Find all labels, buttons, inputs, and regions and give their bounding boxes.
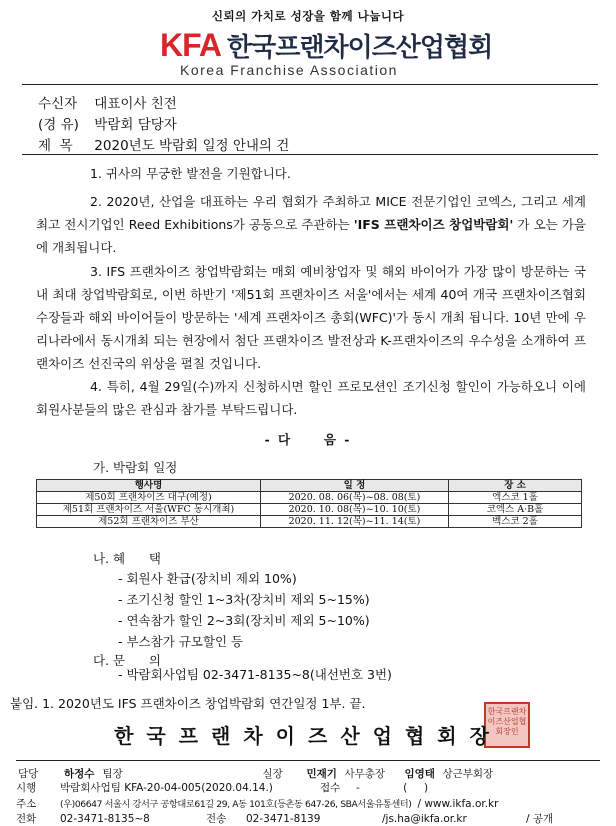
subject-value: 2020년도 박람회 일정 안내의 건 [94,138,290,154]
footer-name: 임영태 [404,768,435,780]
table-cell: 제51회 프랜차이즈 서울(WFC 동시개최) [37,504,261,516]
table-header-row [37,480,582,492]
table-cell: 코엑스 A·B홀 [449,504,582,516]
footer-email: /js.ha@ikfa.or.kr [382,813,467,825]
header-divider [22,84,598,85]
footer-name: 하정수 [64,768,95,780]
meta-divider [22,154,598,155]
table-cell: 2020. 11. 12(목)~11. 14(토) [261,516,449,528]
footer-row-contact [16,811,553,826]
footer-value: 박람회사업팀 KFA-20-04-005(2020.04.14.) [60,782,273,794]
table-cell: 벡스코 2홀 [449,516,582,528]
footer-address: (우)06647 서울시 강서구 공항대로61길 29, A동 101호(등촌동 647-26, SBA서울유통센터) [60,799,412,810]
footer-label: 담당 [18,768,39,780]
table-header: 장 소 [449,480,582,492]
schedule-table [36,479,582,528]
logo-english-text: Korea Franchise Association [180,62,398,78]
attachment-line: 붙임. 1. 2020년도 IFS 프랜차이즈 창업박람회 연간일정 1부. 끝. [10,696,366,711]
footer-label: 전화 [16,813,37,825]
footer-label: 주소 [16,798,37,810]
footer-label: 시행 [16,782,37,794]
table-cell: 엑스코 1홀 [449,492,582,504]
section-b-title: 나. 혜 택 [93,551,162,566]
footer-fax: 02-3471-8139 [246,813,321,825]
footer-row-address [16,796,498,811]
via-value: 박람회 담당자 [94,117,177,133]
footer-phone: 02-3471-8135~8 [60,813,150,825]
section-c-title: 다. 문 의 [93,653,162,668]
table-cell: 제52회 프랜차이즈 부산 [37,516,261,528]
footer-value: - ( ) [356,782,429,794]
recipient-line [38,92,177,112]
footer-website: / www.ikfa.or.kr [417,798,499,810]
paragraph-4: 4. 특히, 4월 29일(수)까지 신청하시면 할인 프로모션인 조기신청 할인이 가능하오니 이에 회원사분들의 많은 관심과 참가를 부탁드립니다. [36,379,586,417]
footer-label: 접수 [320,782,341,794]
paragraph-3: 3. IFS 프랜차이즈 창업박람회는 매회 예비창업자 및 해외 바이어가 가장 많이 방문하는 국내 최대 창업박람회로, 이번 하반기 '제51회 프랜차이즈 서울'에서는 세계 40여 개국 프랜차이즈협회 수장들과 해외 바이어들이 방문하는 '세계 프랜차이즈 총회(WFC)'가 동시 개최 됩니다. 10년 만에 우리나라에서 동시개최 되는 현장에서 첨단 프랜차이즈 발전상과 K-프랜차이즈의 우수성을 소개하여 프랜차이즈 선진국의 위상을 펼칠 것입니다. [36,264,586,371]
seal-text: 한국프랜차이즈산업협회장인 [487,707,527,736]
slogan: 신뢰의 가치로 성장을 함께 나눕니다 [211,9,405,23]
table-cell: 2020. 08. 06(목)~08. 08(토) [261,492,449,504]
table-header: 일 정 [261,480,449,492]
table-cell: 제50회 프랜차이즈 대구(예정) [37,492,261,504]
via-line [38,113,177,133]
footer-row-staff [18,766,493,781]
paragraph-1: 1. 귀사의 무궁한 발전을 기원합니다. [90,166,291,181]
organization-name: 한국프랜차이즈산업협회장 [114,724,502,748]
via-label: (경 유) [38,117,79,133]
kfa-logo [160,26,492,64]
table-row [37,516,582,528]
logo-korean-text: 한국프랜차이즈산업협회 [227,32,493,63]
subject-line [38,134,289,154]
table-row [37,492,582,504]
list-item: - 부스참가 규모할인 등 [118,634,244,649]
subject-label: 제 목 [38,138,73,154]
footer-title: 상근부회장 [442,768,494,780]
table-header: 행사명 [37,480,261,492]
footer-title: 팀장 [102,768,123,780]
footer-label: 실장 [262,768,283,780]
footer-name: 민재기 [306,768,337,780]
logo-kfa-text: KFA [160,26,221,63]
table-cell: 2020. 10. 08(목)~10. 10(토) [261,504,449,516]
benefits-list [118,568,370,652]
list-item: - 연속참가 할인 2~3회(장치비 제외 5~10%) [118,613,370,628]
paragraph-2-event-name: 'IFS 프랜차이즈 창업박람회' [353,217,514,232]
footer-disclosure: / 공개 [526,813,554,825]
footer-divider [16,760,600,761]
da-eum-heading: - 다 음 - [264,432,352,447]
recipient-value: 대표이사 친전 [94,96,177,112]
contact-line: - 박람회사업팀 02-3471-8135~8(내선번호 3번) [118,667,392,682]
section-a-title: 가. 박람회 일정 [93,460,178,475]
recipient-label: 수신자 [38,96,78,112]
table-row [37,504,582,516]
paragraph-2-start: 2. 2020년, 산업을 대표하는 우리 협회가 주최하고 MICE 전문기업인 코엑스, 그리고 세계 최고 전시기업인 Reed Exhibitions가 공동으로 주관하는 [36,194,586,232]
footer-label: 전송 [206,813,227,825]
list-item: - 조기신청 할인 1~3차(장치비 제외 5~15%) [118,592,370,607]
footer-row-issue [16,780,428,795]
paragraph-2 [36,190,586,259]
list-item: - 회원사 환급(장치비 제외 10%) [118,571,297,586]
footer-title: 사무총장 [344,768,386,780]
paragraph-2-end: 가 오는 가을에 개최됩니다. [36,217,586,255]
